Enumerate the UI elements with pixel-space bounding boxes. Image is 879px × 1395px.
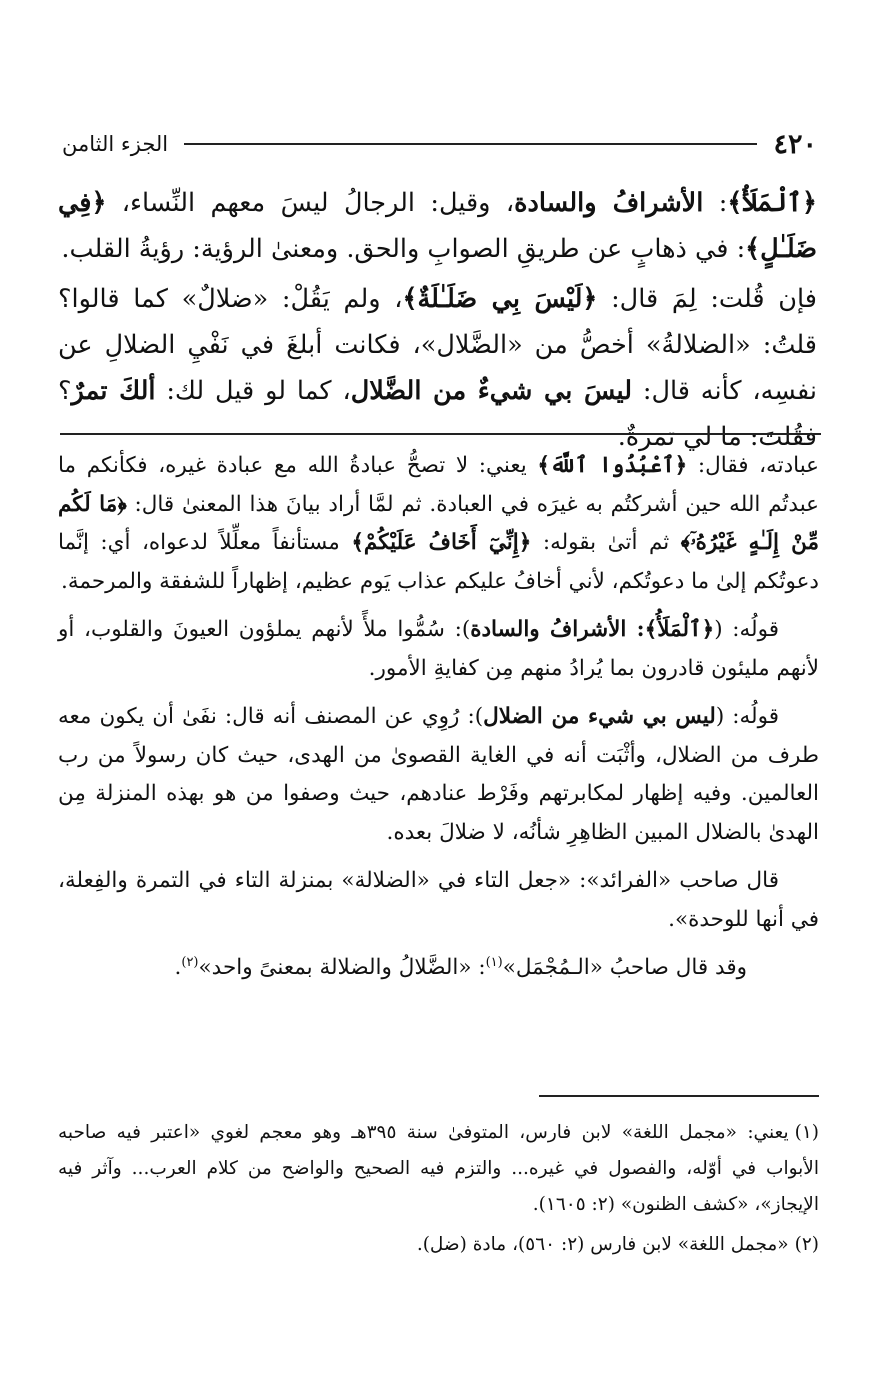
commentary-paragraph-5 <box>58 949 819 988</box>
quran-quote: ﴿ٱلْمَلَأُ﴾ <box>644 617 715 642</box>
text-run: مستأنفاً معلِّلاً لدعواه، أي: إنَّما دعوتُكم إلىٰ ما دعوتُكم، لأني أخافُ عليكم عذاب يَوم عظيم، إظهاراً للشفقة والمرحمة. <box>58 530 819 594</box>
footnote-divider <box>539 1095 819 1097</box>
footnote-mark: (١) <box>794 1122 819 1143</box>
volume-title: الجزء الثامن <box>62 132 169 156</box>
text-run: : <box>703 188 728 218</box>
commentary-paragraph-3 <box>58 698 819 852</box>
footnote-ref-2[interactable]: (٢) <box>181 954 199 970</box>
bold-text: ليسَ بي شيءٌ من الضَّلال <box>350 376 632 406</box>
text-run: عبادته، فقال: <box>687 453 820 478</box>
bold-text: ألكَ تمرٌ <box>71 376 156 406</box>
text-run: : «الضَّلالُ والضلالة بمعنىً واحد» <box>198 955 486 980</box>
footnote-1 <box>58 1115 819 1223</box>
main-text <box>58 180 817 464</box>
commentary-paragraph-2 <box>58 611 819 688</box>
text-run: قولُه: ( <box>715 704 779 729</box>
quran-quote: ﴿إِنِّيٓ أَخَافُ عَلَيْكُمْ﴾ <box>351 530 532 555</box>
text-run: فإن قُلت: لِمَ قال: <box>597 284 817 314</box>
commentary-text <box>58 447 819 998</box>
footnote-ref-1[interactable]: (١) <box>485 954 503 970</box>
text-run: قال صاحب «الفرائد»: «جعل التاء في «الضلالة» بمنزلة التاء في التمرة والفِعلة، في أنها للوحدة». <box>58 868 819 932</box>
text-run: قولُه: ( <box>714 617 779 642</box>
text-run: : في ذهابٍ عن طريقِ الصوابِ والحق. ومعنىٰ الرؤية: رؤيةُ القلب. <box>61 234 746 264</box>
footnote-text: يعني: «مجمل اللغة» لابن فارس، المتوفىٰ سنة ٣٩٥هـ وهو معجم لغوي «اعتبر فيه صاحبه الأبواب في أوّله، والفصول في غيره... والتزم فيه الصحيح والواضح من كلام العرب... وآثر فيه الإيجاز»، «كشف الظنون» (٢: ١٦٠٥). <box>58 1122 819 1215</box>
footnotes <box>58 1115 819 1267</box>
quran-quote: ﴿لَيْسَ بِي ضَلَـٰلَةٌ﴾ <box>402 284 598 314</box>
text-run: ): سُمُّوا ملأً لأنهم يملؤون العيونَ والقلوب، أو لأنهم مليئون قادرون بما يُرادُ منهم مِن كفايةِ الأمور. <box>58 617 819 681</box>
text-run: ، كما لو قيل لك: <box>155 376 351 406</box>
quran-quote: ﴿فِي ضَلَـٰلٍ﴾ <box>58 188 817 264</box>
footnote-2 <box>58 1227 819 1263</box>
bold-text: الأشرافُ والسادة <box>514 188 704 218</box>
section-divider <box>60 433 821 435</box>
header-rule <box>184 143 757 145</box>
running-header <box>62 124 817 164</box>
footnote-text: «مجمل اللغة» لابن فارس (٢: ٥٦٠)، مادة (ضل). <box>416 1234 789 1255</box>
text-run: . <box>174 955 182 980</box>
text-run: ): رُوِي عن المصنف أنه قال: نفَىٰ أن يكون معه طرف من الضلال، وأثْبَت أنه في الغاية القصوىٰ من الهدى، حيث كان رسولاً من رب العالمين. وفيه إظهار لمكابرتهم وفَرْط عنادهم، حيث وصفوا من هو بهذه المنزلة مِن الهدىٰ بالضلال المبين الظاهِرِ شأنُه، لا ضلالَ بعده. <box>58 704 819 845</box>
bold-text: : الأشرافُ والسادة <box>470 617 645 642</box>
text-run: وقد قال صاحبُ «الـمُجْمَل» <box>502 955 747 980</box>
text-run: ثم أتىٰ بقوله: <box>531 530 681 555</box>
text-run: يعني: لا تصحُّ عبادةُ الله مع عبادة غيره، فكأنكم ما عبدتُم الله حين أشركتُم به غيرَه في العبادة. ثم لمَّا أراد بيانَ هذا المعنىٰ قال: <box>58 453 820 517</box>
text-run: ؟ فقُلتَ: ما لي تمرةٌ. <box>58 376 817 452</box>
page-number: ٤٢٠ <box>773 128 817 160</box>
quran-quote: ﴿مَا لَكُم مِّنْ إِلَـٰهٍ غَيْرُهُۥٓ﴾ <box>58 491 819 555</box>
text-run: ، وقيل: الرجالُ ليسَ معهم النِّساء، <box>106 188 515 218</box>
text-run: ، ولم يَقُلْ: «ضلالٌ» كما قالوا؟ قلتُ: «الضلالةُ» أخصُّ من «الضَّلال»، فكانت أبلغَ في نَفْيِ الضلالِ عن نفسِه، كأنه قال: <box>58 284 817 406</box>
footnote-mark: (٢) <box>794 1234 819 1255</box>
bold-text: ليس بي شيء من الضلال <box>483 704 716 729</box>
main-paragraph-1 <box>58 180 817 272</box>
quran-quote: ﴿ٱعْبُدُوا ٱللَّهَ﴾ <box>537 453 688 478</box>
quran-quote: ﴿ٱلْمَلَأُ﴾ <box>727 188 817 218</box>
commentary-paragraph-1 <box>58 447 819 601</box>
commentary-paragraph-4 <box>58 862 819 939</box>
